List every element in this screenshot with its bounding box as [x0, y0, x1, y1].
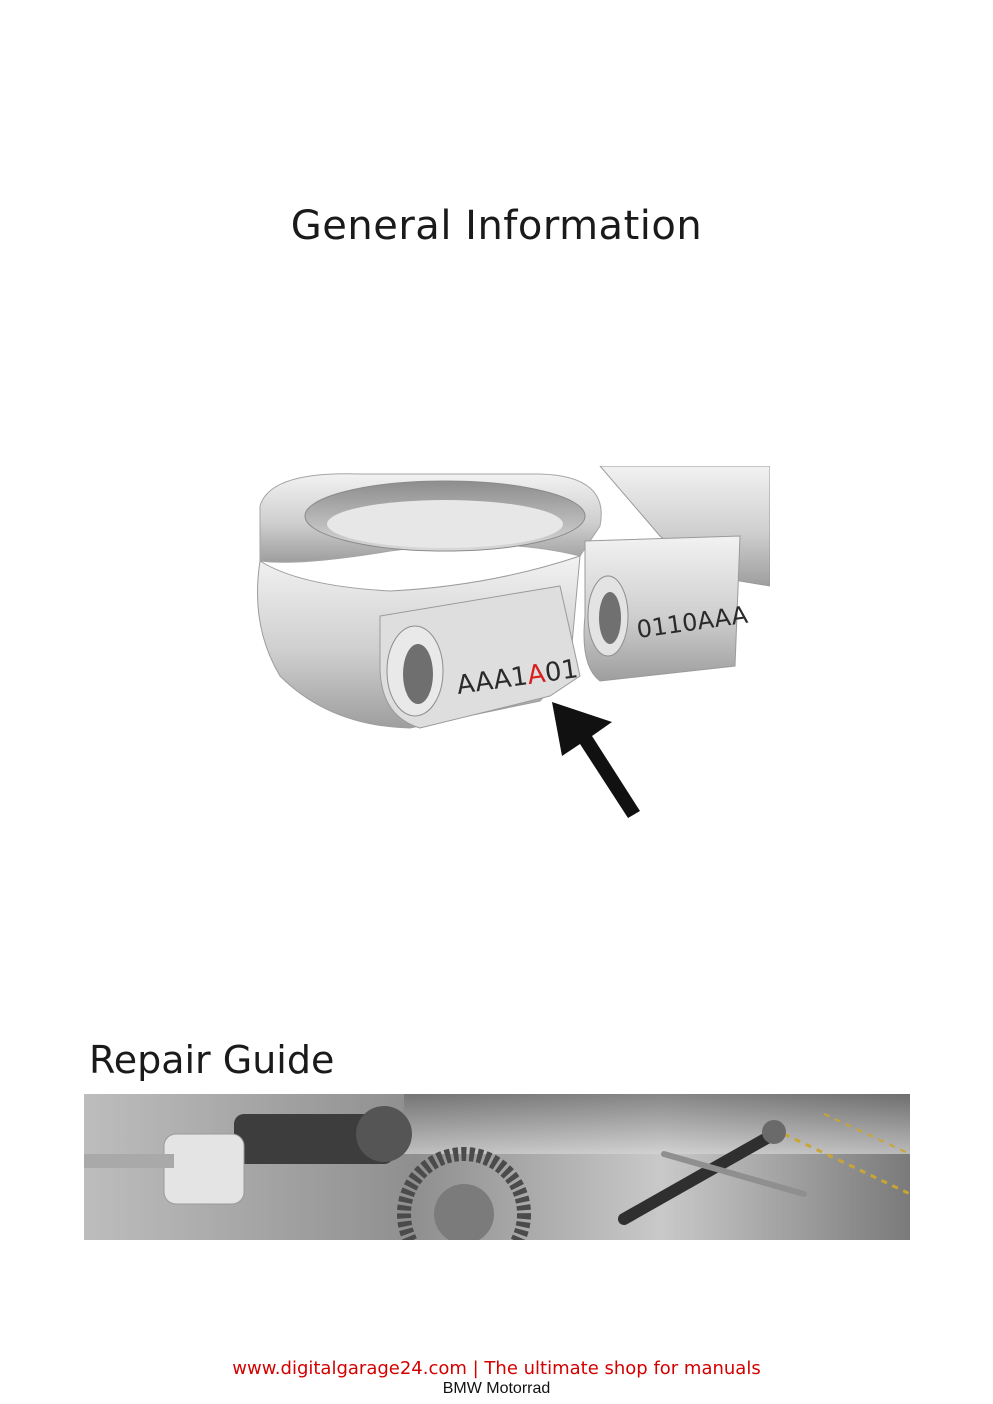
marking-left-suffix: 01 — [543, 654, 581, 689]
section-title: Repair Guide — [89, 1038, 335, 1082]
repair-guide-banner — [84, 1094, 910, 1240]
footer-brand: BMW Motorrad — [442, 1380, 551, 1397]
pointer-arrow-icon — [552, 702, 640, 818]
marking-left-prefix: AAA1 — [454, 661, 530, 701]
marking-left-highlight: A — [525, 658, 548, 692]
page-title: General Information — [290, 203, 703, 249]
footer-link[interactable]: www.digitalgarage24.com | The ultimate shop for manuals — [232, 1358, 761, 1379]
connecting-rod-illustration — [240, 466, 770, 826]
marking-right: 0110AAA — [634, 600, 750, 644]
